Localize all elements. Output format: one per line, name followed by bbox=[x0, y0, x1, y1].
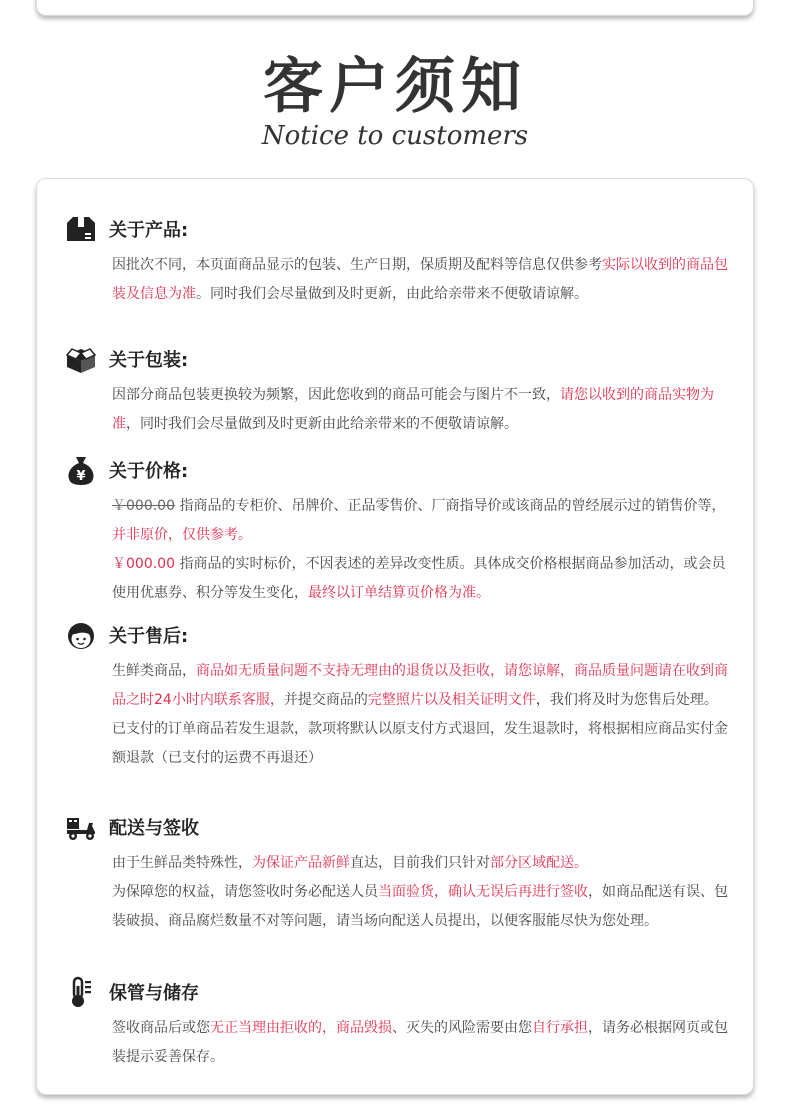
section-after-sales bbox=[65, 619, 735, 773]
money-bag-icon bbox=[65, 454, 97, 486]
section-packaging bbox=[65, 343, 735, 439]
text-run: ，如商品配送有误、包装破损、商品腐烂数量不对等问题，请当场向配送人员提出，以便客服能尽快为您处理。 bbox=[112, 884, 728, 929]
text-run: 为保障您的权益，请您签收时务必配送人员 bbox=[112, 884, 378, 900]
text-run: 由于生鲜品类特殊性， bbox=[112, 855, 252, 871]
previous-card-edge bbox=[36, 0, 754, 16]
text-run: 已支付的订单商品若发生退款，款项将默认以原支付方式退回，发生退款时，将根据相应商品实付金额退款（已支付的运费不再退还） bbox=[112, 721, 728, 766]
text-run: 并提交商品的 bbox=[283, 692, 368, 708]
page-subtitle: Notice to customers bbox=[261, 121, 529, 151]
highlight-text: 部分区域配送。 bbox=[490, 855, 588, 871]
open-box-icon bbox=[65, 343, 97, 375]
paragraph bbox=[112, 1014, 735, 1072]
paragraph bbox=[112, 492, 735, 550]
current-price: ￥000.00 bbox=[112, 556, 175, 572]
section-header bbox=[65, 343, 735, 375]
section-title: 关于价格: bbox=[109, 461, 189, 482]
text-run: ，请务必根据网页或包装提示妥善保存。 bbox=[112, 1020, 728, 1065]
paragraph bbox=[112, 878, 735, 936]
section-title: 关于售后: bbox=[109, 626, 189, 647]
section-body bbox=[112, 381, 735, 439]
section-delivery bbox=[65, 811, 735, 936]
text-run: 。同时我们会尽量做到及时更新，由此给亲带来不便敬请谅解。 bbox=[196, 286, 588, 302]
highlight-text: 并非原价，仅供参考。 bbox=[112, 527, 252, 543]
delivery-scooter-icon bbox=[65, 811, 97, 843]
section-product bbox=[65, 213, 735, 309]
highlight-text: 商品如无质量问题不支持无理由的退货以及拒收，请您谅解，商品质量问题请在收到商品之时24小时内联系客服， bbox=[112, 663, 728, 708]
svg-text:¥: ¥ bbox=[76, 469, 86, 484]
paragraph bbox=[112, 251, 735, 309]
section-title: 配送与签收 bbox=[109, 818, 199, 839]
section-body bbox=[112, 1014, 735, 1072]
section-title: 保管与储存 bbox=[109, 983, 199, 1004]
text-run: ，我们将及时为您售后处理。 bbox=[535, 692, 718, 708]
section-header bbox=[65, 811, 735, 843]
section-body bbox=[112, 492, 735, 608]
text-run: ，同时我们会尽量做到及时更新由此给亲带来的不便敬请谅解。 bbox=[126, 416, 518, 432]
highlight-text: 自行承担 bbox=[532, 1020, 588, 1036]
paragraph bbox=[112, 849, 735, 878]
paragraph bbox=[112, 657, 735, 715]
text-run: 直达，目前我们只针对 bbox=[350, 855, 490, 871]
text-run: 生鲜类商品， bbox=[112, 663, 196, 679]
section-body bbox=[112, 849, 735, 936]
paragraph bbox=[112, 715, 735, 773]
section-title: 关于包装: bbox=[109, 350, 189, 371]
highlight-text: 为保证产品新鲜 bbox=[252, 855, 350, 871]
section-body bbox=[112, 657, 735, 773]
section-header bbox=[65, 454, 735, 486]
page-title: 客户须知 bbox=[263, 52, 527, 122]
section-price bbox=[65, 454, 735, 608]
text-run: 、灭失的风险需要由您 bbox=[392, 1020, 532, 1036]
section-storage bbox=[65, 976, 735, 1072]
paragraph bbox=[112, 381, 735, 439]
text-run: 因批次不同，本页面商品显示的包装、生产日期，保质期及配料等信息仅供参考 bbox=[112, 257, 602, 273]
customer-service-icon bbox=[65, 619, 97, 651]
highlight-text: 无正当理由拒收的，商品毁损 bbox=[210, 1020, 392, 1036]
paragraph bbox=[112, 550, 735, 608]
text-run: 指商品的专柜价、吊牌价、正品零售价、厂商指导价或该商品的曾经展示过的销售价等， bbox=[175, 498, 726, 514]
section-title: 关于产品: bbox=[109, 220, 189, 241]
highlight-text: 当面验货，确认无误后再进行签收 bbox=[378, 884, 588, 900]
highlight-text: 完整照片以及相关证明文件 bbox=[367, 692, 536, 708]
section-header bbox=[65, 976, 735, 1008]
highlight-text: 实际以收到的商品包装及信息为准 bbox=[112, 257, 728, 302]
section-header bbox=[65, 619, 735, 651]
highlight-text: 请您以收到的商品实物为准 bbox=[112, 387, 714, 432]
strikethrough-price: ￥000.00 bbox=[112, 498, 175, 514]
thermometer-icon bbox=[65, 976, 97, 1008]
text-run: 因部分商品包装更换较为频繁，因此您收到的商品可能会与图片不一致， bbox=[112, 387, 560, 403]
package-box-icon bbox=[65, 213, 97, 245]
section-body bbox=[112, 251, 735, 309]
text-run: 指商品的实时标价，不因表述的差异改变性质。具体成交价格根据商品参加活动，或会员使用优惠券、积分等发生变化， bbox=[112, 556, 726, 601]
section-header bbox=[65, 213, 735, 245]
text-run: 签收商品后或您 bbox=[112, 1020, 210, 1036]
highlight-text: 最终以订单结算页价格为准。 bbox=[308, 585, 490, 601]
notice-card bbox=[36, 178, 754, 1095]
